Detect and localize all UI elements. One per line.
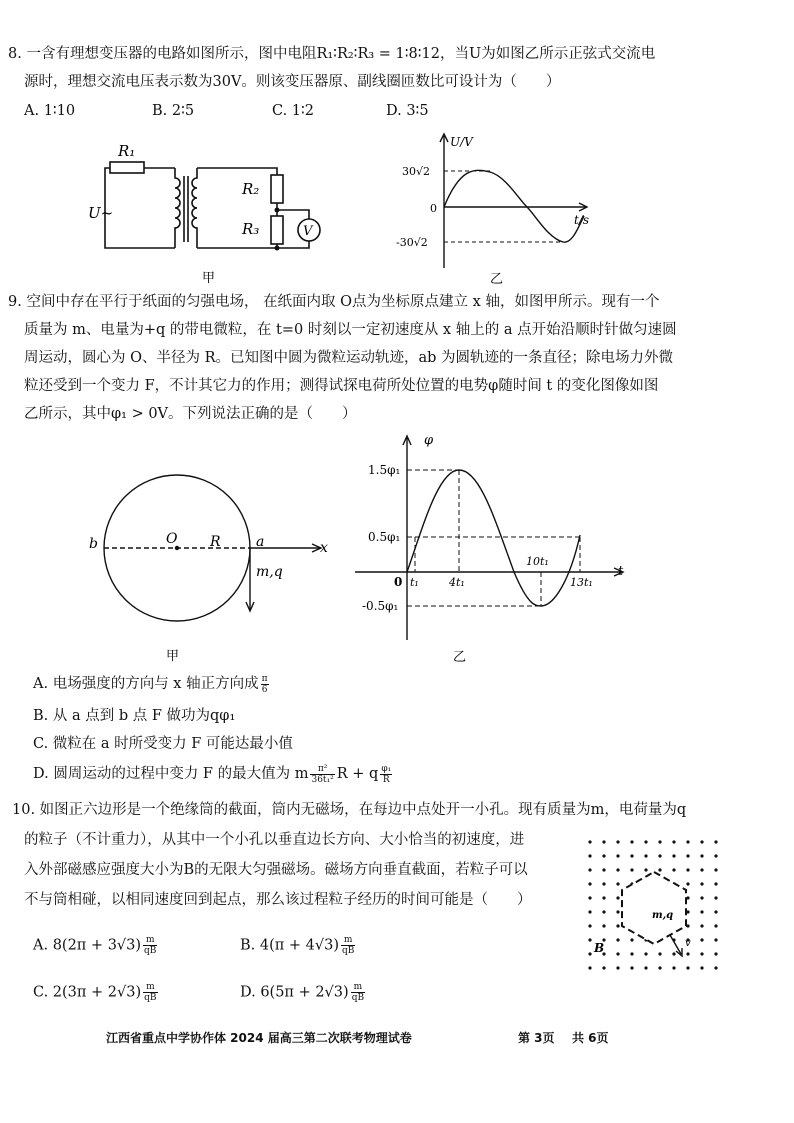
point-b-label: b	[89, 536, 98, 552]
field-dot	[714, 938, 717, 941]
q10-option-b: B. 4(π + 4√3) $\frac{m}{qB}$	[240, 935, 355, 956]
field-dot	[658, 966, 661, 969]
tick-neg-0-5phi: -0.5φ₁	[362, 599, 399, 613]
pi-squared-fraction: $\frac{\text{π²}}{\text{36t₁²}}$	[311, 763, 334, 785]
voltmeter-icon: V	[303, 224, 313, 239]
field-dot	[714, 966, 717, 969]
field-dot	[714, 868, 717, 871]
field-dot	[588, 854, 591, 857]
x-axis-label: x	[320, 540, 328, 556]
field-dot	[686, 840, 689, 843]
field-dot	[700, 924, 703, 927]
field-dot	[602, 896, 605, 899]
q8-option-c: C. 1∶2	[272, 103, 315, 119]
field-dot	[616, 882, 619, 885]
field-dot	[602, 910, 605, 913]
field-dot	[602, 868, 605, 871]
q8-circuit-diagram	[80, 130, 340, 290]
field-dot	[588, 966, 591, 969]
field-dot	[588, 840, 591, 843]
field-dot	[588, 924, 591, 927]
q10-stem-line1: 10. 如图正六边形是一个绝缘筒的截面，筒内无磁场，在每边中点处开一小孔。现有质量为m，电荷量为q	[12, 802, 687, 818]
m-over-qb-fraction: $\frac{m}{qB}$	[144, 935, 157, 956]
field-dot	[644, 840, 647, 843]
field-dot	[700, 966, 703, 969]
radius-r-label: R	[210, 534, 221, 550]
q9-option-a: A. 电场强度的方向与 x 轴正方向成 $\frac{\pi}{6}$	[33, 673, 268, 695]
field-dot	[714, 854, 717, 857]
field-dot	[714, 952, 717, 955]
m-over-qb-fraction: $\frac{m}{qB}$	[342, 935, 355, 956]
footer-total-pages: 共 6页	[572, 1031, 609, 1045]
origin-label: 0	[430, 202, 437, 215]
field-dot	[602, 924, 605, 927]
field-dot	[588, 868, 591, 871]
field-dot	[686, 966, 689, 969]
field-dot	[616, 840, 619, 843]
q8-option-d: D. 3∶5	[386, 103, 429, 119]
field-dot	[588, 896, 591, 899]
field-dot	[644, 868, 647, 871]
field-dot	[602, 882, 605, 885]
q9-option-b: B. 从 a 点到 b 点 F 做功为qφ₁	[33, 708, 236, 724]
m-over-qb-fraction: $\frac{m}{qB}$	[144, 982, 157, 1003]
field-dot	[700, 938, 703, 941]
field-dot	[658, 854, 661, 857]
t-axis-label: t/s	[574, 213, 590, 227]
peak-voltage-label: 30√2	[402, 165, 431, 178]
field-dot	[714, 882, 717, 885]
field-dot	[644, 952, 647, 955]
field-dot	[602, 854, 605, 857]
footer-exam-title: 江西省重点中学协作体 2024 届高三第二次联考物理试卷	[106, 1031, 412, 1045]
m-over-qb-fraction: $\frac{m}{qB}$	[351, 982, 365, 1003]
q8-voltage-graph	[390, 128, 610, 290]
field-dot	[714, 910, 717, 913]
r2-label: R₂	[242, 180, 260, 198]
q9-potential-graph	[350, 430, 640, 670]
field-dot	[700, 882, 703, 885]
field-dot	[672, 840, 675, 843]
q9-stem-line5: 乙所示，其中φ₁ > 0V。下列说法正确的是（ ）	[24, 406, 357, 422]
field-dot	[672, 966, 675, 969]
field-dot	[700, 868, 703, 871]
field-dot	[616, 896, 619, 899]
q10-stem-line2: 的粒子（不计重力），从其中一个小孔以垂直边长方向、大小恰当的初速度，进	[24, 832, 525, 848]
field-dot	[616, 868, 619, 871]
field-dot	[588, 952, 591, 955]
origin-zero-label: 0	[394, 575, 403, 589]
q9-stem-line4: 粒还受到一个变力 F，不计其它力的作用；测得试探电荷所处位置的电势φ随时间 t 的变化图像如图	[24, 378, 659, 394]
field-dot	[644, 966, 647, 969]
field-dot	[616, 854, 619, 857]
field-dot	[630, 938, 633, 941]
r3-label: R₃	[242, 220, 260, 238]
u-axis-label: U/V	[450, 135, 473, 149]
field-dot	[630, 840, 633, 843]
q10-hexagon-field-diagram	[584, 834, 724, 976]
particle-mq-label: m,q	[256, 564, 283, 580]
q8-fig-yi-caption: 乙	[490, 272, 504, 287]
tick-13t1: 13t₁	[570, 576, 593, 589]
pi-over-6-fraction: $\frac{\pi}{6}$	[261, 673, 268, 695]
field-dot	[700, 952, 703, 955]
field-dot	[616, 910, 619, 913]
q9-option-d: D. 圆周运动的过程中变力 F 的最大值为 m $\frac{\text{π²}}{\text{36t₁²}}$ R + q $\frac{\text{φ₁}}{R}$	[33, 763, 392, 785]
q10-option-c: C. 2(3π + 2√3) $\frac{m}{qB}$	[33, 982, 157, 1003]
field-b-label: B	[594, 941, 605, 955]
q10-stem-line4: 不与筒相碰，以相同速度回到起点，那么该过程粒子经历的时间可能是（ ）	[24, 892, 532, 908]
time-axis-label: t	[618, 564, 624, 579]
field-dot	[630, 868, 633, 871]
u-source-label: U~	[88, 204, 114, 222]
q8-option-b: B. 2∶5	[152, 103, 195, 119]
q10-stem-line3: 入外部磁感应强度大小为B的无限大匀强磁场。磁场方向垂直截面，若粒子可以	[24, 862, 528, 878]
tick-1-5phi: 1.5φ₁	[368, 463, 401, 477]
field-dot	[602, 966, 605, 969]
field-dot	[672, 854, 675, 857]
field-dot	[616, 924, 619, 927]
r1-label: R₁	[118, 142, 136, 160]
field-dot	[686, 854, 689, 857]
field-dot	[700, 896, 703, 899]
field-dot	[602, 840, 605, 843]
field-dot	[686, 882, 689, 885]
field-dot	[588, 938, 591, 941]
velocity-label: v	[685, 938, 691, 949]
q8-stem-line2: 源时，理想交流电压表示数为30V。则该变压器原、副线圈匝数比可设计为（ ）	[24, 74, 561, 90]
point-a-label: a	[256, 534, 265, 550]
field-dot	[588, 910, 591, 913]
q9-option-c: C. 微粒在 a 时所受变力 F 可能达最小值	[33, 736, 293, 752]
q8-fig-jia-caption: 甲	[202, 271, 216, 286]
center-o-label: O	[166, 531, 178, 547]
field-dot	[714, 924, 717, 927]
field-dot	[672, 952, 675, 955]
field-dot	[714, 840, 717, 843]
q8-stem-line1: 8. 一含有理想变压器的电路如图所示，图中电阻R₁∶R₂∶R₃ = 1∶8∶12，当U为如图乙所示正弦式交流电	[8, 46, 656, 62]
field-dot	[700, 840, 703, 843]
field-dot	[714, 896, 717, 899]
field-dot	[616, 966, 619, 969]
phi-over-r-fraction: $\frac{\text{φ₁}}{R}$	[381, 763, 392, 785]
tick-0-5phi: 0.5φ₁	[368, 530, 401, 544]
tick-10t1: 10t₁	[526, 555, 549, 568]
field-dot	[588, 882, 591, 885]
field-dot	[672, 868, 675, 871]
q9-trajectory-diagram	[80, 470, 350, 670]
tick-t1: t₁	[410, 576, 419, 589]
q9-fig-jia-caption: 甲	[166, 649, 180, 664]
phi-axis-label: φ	[424, 433, 434, 448]
field-dot	[630, 966, 633, 969]
field-dot	[658, 952, 661, 955]
q10-option-a: A. 8(2π + 3√3) $\frac{m}{qB}$	[33, 935, 157, 956]
q9-stem-line2: 质量为 m、电量为+q 的带电微粒，在 t=0 时刻以一定初速度从 x 轴上的 a 点开始沿顺时针做匀速圆	[24, 322, 677, 338]
field-dot	[616, 938, 619, 941]
field-dot	[630, 854, 633, 857]
field-dot	[658, 840, 661, 843]
field-dot	[658, 868, 661, 871]
field-dot	[644, 854, 647, 857]
field-dot	[700, 910, 703, 913]
field-dot	[616, 952, 619, 955]
q9-fig-yi-caption: 乙	[453, 650, 467, 665]
field-dot	[700, 854, 703, 857]
particle-label: m,q	[652, 910, 674, 921]
q8-option-a: A. 1∶10	[24, 103, 76, 119]
field-dot	[686, 868, 689, 871]
q9-stem-line1: 9. 空间中存在平行于纸面的匀强电场， 在纸面内取 O点为坐标原点建立 x 轴，如图甲所示。现有一个	[8, 294, 660, 310]
field-dot	[630, 952, 633, 955]
trough-voltage-label: -30√2	[396, 236, 428, 249]
footer-page-number: 第 3页	[518, 1031, 555, 1045]
q10-option-d: D. 6(5π + 2√3) $\frac{m}{qB}$	[240, 982, 365, 1003]
field-dot	[686, 952, 689, 955]
q9-stem-line3: 周运动，圆心为 O、半径为 R。已知图中圆为微粒运动轨迹，ab 为圆轨迹的一条直径；除电场力外微	[24, 350, 674, 366]
tick-4t1: 4t₁	[449, 576, 465, 589]
